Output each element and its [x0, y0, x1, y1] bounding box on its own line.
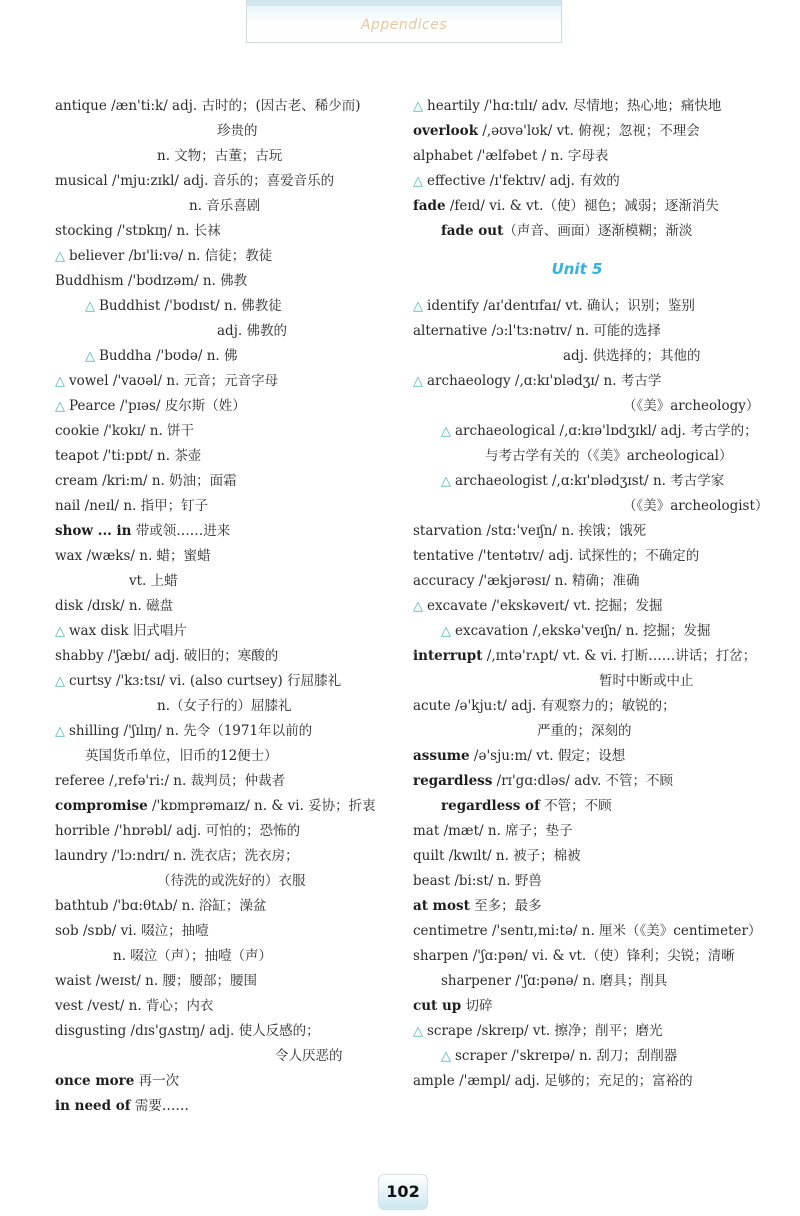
- definition: /'ti:pɒt/ n. 茶壶: [98, 448, 202, 464]
- headword: archaeologist: [455, 473, 548, 489]
- definition: /dɪsk/ n. 磁盘: [83, 598, 174, 614]
- definition: /,ekskə'veɪʃn/ n. 挖掘；发掘: [528, 623, 711, 639]
- entry-alternative: [413, 319, 763, 344]
- entry-continuation: [413, 719, 763, 744]
- entry-wax: [55, 544, 400, 569]
- definition: /'lɔ:ndrɪ/ n. 洗衣店；洗衣房；: [107, 848, 299, 864]
- headword: excavate: [427, 598, 488, 614]
- right-column: [413, 94, 769, 1094]
- headword: scrape: [427, 1023, 473, 1039]
- definition: 与考古学有关的（《美》archeological）: [485, 448, 733, 464]
- definition: adj. 供选择的；其他的: [563, 348, 701, 364]
- headword: archaeology: [427, 373, 511, 389]
- definition: /'vaʊəl/ n. 元音；元音字母: [108, 373, 279, 389]
- definition: /kwɪlt/ n. 被子；棉被: [444, 848, 581, 864]
- definition: 再一次: [134, 1073, 180, 1089]
- entry-overlook: [413, 119, 763, 144]
- definition: n. 文物；古董；古玩: [157, 148, 283, 164]
- entry-continuation: [55, 694, 400, 719]
- headword: laundry: [55, 848, 108, 864]
- headword: Buddha: [99, 348, 152, 364]
- headword: archaeological: [455, 423, 556, 439]
- entry-acute: [413, 694, 763, 719]
- definition: /'æmpl/ adj. 足够的；充足的；富裕的: [454, 1073, 693, 1089]
- entry-continuation: [55, 194, 400, 219]
- entry-cookie: [55, 419, 400, 444]
- entry-continuation: [55, 569, 400, 594]
- entry-buddhism: [55, 269, 400, 294]
- headword: disgusting: [55, 1023, 127, 1039]
- definition: /ə'kju:t/ adj. 有观察力的；敏锐的；: [450, 698, 676, 714]
- header-band: [247, 0, 561, 6]
- entry-pearce: [55, 394, 400, 419]
- entry-shilling: [55, 719, 400, 744]
- entry-cut-up: [413, 994, 763, 1019]
- headword: sharpen: [413, 948, 469, 964]
- triangle-icon: △: [413, 174, 423, 189]
- definition: 切碎: [461, 998, 493, 1014]
- entry-bathtub: [55, 894, 400, 919]
- definition: n.（女子行的）屈膝礼: [157, 698, 292, 714]
- headword: cookie: [55, 423, 100, 439]
- headword: Pearce: [69, 398, 116, 414]
- definition: 珍贵的: [217, 123, 258, 139]
- entry-tentative: [413, 544, 763, 569]
- entry-beast: [413, 869, 763, 894]
- entry-curtsy: [55, 669, 400, 694]
- definition: /vest/ n. 背心；内衣: [82, 998, 214, 1014]
- headword: sharpener: [441, 973, 511, 989]
- definition: /'kɜ:tsɪ/ vi. (also curtsey) 行屈膝礼: [111, 673, 342, 689]
- entry-scrape: [413, 1019, 763, 1044]
- headword: alternative: [413, 323, 488, 339]
- definition: /,ɑ:kɪə'lɒdʒɪkl/ adj. 考古学的；: [555, 423, 758, 439]
- headword: at most: [413, 898, 470, 914]
- definition: /'mju:zɪkl/ adj. 音乐的；喜爱音乐的: [107, 173, 335, 189]
- entry-laundry: [55, 844, 400, 869]
- definition: /sɒb/ vi. 啜泣；抽噎: [78, 923, 209, 939]
- headword: compromise: [55, 798, 148, 814]
- entry-scraper: [413, 1044, 763, 1069]
- entry-disgusting: [55, 1019, 400, 1044]
- headword: mat: [413, 823, 440, 839]
- definition: /'bʊdɪst/ n. 佛教徒: [160, 298, 282, 314]
- definition: n. 啜泣（声）；抽噎（声）: [113, 948, 273, 964]
- entry-continuation: [413, 669, 763, 694]
- definition: /'pɪəs/ 皮尔斯（姓）: [115, 398, 246, 414]
- entry-alphabet: [413, 144, 763, 169]
- headword: scraper: [455, 1048, 508, 1064]
- definition: /'ʃɑ:pən/ vi. & vt.（使）锋利；尖锐；清晰: [468, 948, 735, 964]
- entry-effective: [413, 169, 763, 194]
- definition: /'bɑ:θtʌb/ n. 浴缸；澡盆: [108, 898, 267, 914]
- entry-waist: [55, 969, 400, 994]
- entry-fade-out: [413, 219, 763, 244]
- entry-vest: [55, 994, 400, 1019]
- triangle-icon: △: [441, 424, 451, 439]
- headword: shilling: [69, 723, 120, 739]
- entry-interrupt: [413, 644, 763, 669]
- triangle-icon: △: [55, 399, 65, 414]
- headword: alphabet: [413, 148, 473, 164]
- headword: tentative: [413, 548, 474, 564]
- definition: /'bʊdə/ n. 佛: [151, 348, 238, 364]
- entry-show-in: [55, 519, 400, 544]
- definition: /'ʃɑ:pənə/ n. 磨具；削具: [510, 973, 668, 989]
- triangle-icon: △: [55, 724, 65, 739]
- entry-starvation: [413, 519, 763, 544]
- headword: show ... in: [55, 523, 132, 539]
- entry-antique: [55, 94, 400, 119]
- definition: /,ɑ:kɪ'ɒlədʒɪst/ n. 考古学家: [547, 473, 725, 489]
- definition: /bi:st/ n. 野兽: [450, 873, 542, 889]
- entry-disk: [55, 594, 400, 619]
- headword: Buddhist: [99, 298, 161, 314]
- definition: /'kʊkɪ/ n. 饼干: [99, 423, 195, 439]
- entry-sharpener: [413, 969, 763, 994]
- headword: disk: [55, 598, 84, 614]
- headword: regardless: [413, 773, 493, 789]
- definition: 需要……: [130, 1098, 189, 1114]
- headword: fade out: [441, 223, 504, 239]
- entry-continuation: [55, 319, 400, 344]
- triangle-icon: △: [413, 1024, 423, 1039]
- headword: identify: [427, 298, 480, 314]
- definition: 旧式唱片: [128, 623, 187, 639]
- definition: /ə'sju:m/ vt. 假定；设想: [469, 748, 626, 764]
- definition: 严重的；深刻的: [537, 723, 632, 739]
- definition: 令人厌恶的: [275, 1048, 343, 1064]
- definition: /ɪ'fektɪv/ adj. 有效的: [485, 173, 620, 189]
- entry-continuation: [55, 119, 400, 144]
- entry-excavation: [413, 619, 763, 644]
- headword: once more: [55, 1073, 135, 1089]
- definition: /,refə'ri:/ n. 裁判员；仲裁者: [104, 773, 286, 789]
- headword: accuracy: [413, 573, 475, 589]
- definition: /'tentətɪv/ adj. 试探性的；不确定的: [473, 548, 700, 564]
- headword: antique: [55, 98, 107, 114]
- entry-accuracy: [413, 569, 763, 594]
- entry-identify: [413, 294, 763, 319]
- headword: vowel: [69, 373, 109, 389]
- headword: quilt: [413, 848, 445, 864]
- triangle-icon: △: [55, 374, 65, 389]
- headword: interrupt: [413, 648, 483, 664]
- entry-musical: [55, 169, 400, 194]
- entry-sob: [55, 919, 400, 944]
- entry-ample: [413, 1069, 763, 1094]
- entry-stocking: [55, 219, 400, 244]
- header-tab: [246, 0, 562, 43]
- definition: /aɪ'dentɪfaɪ/ vt. 确认；识别；鉴别: [479, 298, 695, 314]
- definition: （待洗的或洗好的）衣服: [157, 873, 306, 889]
- definition: 不管；不顾: [539, 798, 612, 814]
- entry-regardless-of: [413, 794, 763, 819]
- triangle-icon: △: [441, 624, 451, 639]
- entry-quilt: [413, 844, 763, 869]
- headword: acute: [413, 698, 451, 714]
- headword: starvation: [413, 523, 483, 539]
- definition: （声音、画面）逐渐模糊；渐淡: [503, 223, 693, 239]
- entry-sharpen: [413, 944, 763, 969]
- definition: n. 音乐喜剧: [189, 198, 261, 214]
- entry-once-more: [55, 1069, 400, 1094]
- entry-continuation: [413, 444, 763, 469]
- definition: （《美》archeology）: [623, 398, 760, 414]
- entry-continuation: [413, 344, 763, 369]
- definition: 带或领……进来: [131, 523, 231, 539]
- headword: assume: [413, 748, 470, 764]
- definition: /rɪ'gɑ:dləs/ adv. 不管；不顾: [492, 773, 674, 789]
- headword: musical: [55, 173, 108, 189]
- headword: centimetre: [413, 923, 488, 939]
- triangle-icon: △: [85, 349, 95, 364]
- definition: /feɪd/ vi. & vt.（使）褪色；减弱；逐渐消失: [445, 198, 719, 214]
- definition: /'sentɪ,mi:tə/ n. 厘米（《美》centimeter）: [487, 923, 762, 939]
- definition: /stɑ:'veɪʃn/ n. 挨饿；饿死: [482, 523, 647, 539]
- entry-buddha: [55, 344, 400, 369]
- headword: bathtub: [55, 898, 109, 914]
- definition: /ɔ:l'tɜ:nətɪv/ n. 可能的选择: [487, 323, 661, 339]
- definition: /wæks/ n. 蜡；蜜蜡: [82, 548, 211, 564]
- entry-continuation: [55, 869, 400, 894]
- triangle-icon: △: [413, 99, 423, 114]
- definition: /bɪ'li:və/ n. 信徒；教徒: [124, 248, 273, 264]
- headword: curtsy: [69, 673, 112, 689]
- entry-shabby: [55, 644, 400, 669]
- definition: /'kɒmprəmaɪz/ n. & vi. 妥协；折衷: [147, 798, 376, 814]
- triangle-icon: △: [441, 474, 451, 489]
- headword: cream: [55, 473, 98, 489]
- triangle-icon: △: [413, 299, 423, 314]
- entry-archaeology: [413, 369, 763, 394]
- section-title: Appendices: [360, 17, 448, 33]
- definition: 暂时中断或中止: [599, 673, 694, 689]
- triangle-icon: △: [441, 1049, 451, 1064]
- headword: wax disk: [69, 623, 129, 639]
- headword: overlook: [413, 123, 479, 139]
- entry-in-need-of: [55, 1094, 400, 1119]
- headword: waist: [55, 973, 92, 989]
- entry-archaeologist: [413, 469, 763, 494]
- entry-mat: [413, 819, 763, 844]
- headword: referee: [55, 773, 105, 789]
- entry-fade: [413, 194, 763, 219]
- entry-continuation: [55, 1044, 400, 1069]
- definition: /'stɒkɪŋ/ n. 长袜: [112, 223, 221, 239]
- entry-buddhist: [55, 294, 400, 319]
- headword: in need of: [55, 1098, 131, 1114]
- headword: cut up: [413, 998, 462, 1014]
- definition: /'ekskəveɪt/ vt. 挖掘；发掘: [487, 598, 663, 614]
- definition: /'ʃɪlɪŋ/ n. 先令（1971年以前的: [119, 723, 313, 739]
- headword: Buddhism: [55, 273, 124, 289]
- entry-horrible: [55, 819, 400, 844]
- headword: ample: [413, 1073, 455, 1089]
- headword: regardless of: [441, 798, 540, 814]
- definition: 至多；最多: [469, 898, 542, 914]
- definition: /mæt/ n. 席子；垫子: [439, 823, 573, 839]
- headword: nail: [55, 498, 81, 514]
- entry-heartily: [413, 94, 763, 119]
- entry-continuation: [413, 494, 769, 519]
- headword: sob: [55, 923, 79, 939]
- entry-vowel: [55, 369, 400, 394]
- headword: stocking: [55, 223, 113, 239]
- entry-cream: [55, 469, 400, 494]
- definition: /'hɑ:tɪlɪ/ adv. 尽情地；热心地；痛快地: [479, 98, 722, 114]
- headword: believer: [69, 248, 125, 264]
- definition: /'hɒrəbl/ adj. 可怕的；恐怖的: [110, 823, 301, 839]
- headword: heartily: [427, 98, 480, 114]
- triangle-icon: △: [85, 299, 95, 314]
- entry-continuation: [55, 944, 400, 969]
- entry-believer: [55, 244, 400, 269]
- definition: /'ælfəbet / n. 字母表: [472, 148, 609, 164]
- entry-nail: [55, 494, 400, 519]
- entry-wax-disk: [55, 619, 400, 644]
- definition: /æn'ti:k/ adj. 古时的；(因古老、稀少而): [106, 98, 361, 114]
- triangle-icon: △: [413, 599, 423, 614]
- definition: /,ɑ:kɪ'ɒlədʒɪ/ n. 考古学: [510, 373, 662, 389]
- entry-compromise: [55, 794, 400, 819]
- definition: /neɪl/ n. 指甲；钉子: [80, 498, 209, 514]
- entry-referee: [55, 769, 400, 794]
- definition: /weɪst/ n. 腰；腰部；腰围: [91, 973, 257, 989]
- left-column: [55, 94, 400, 1119]
- triangle-icon: △: [413, 374, 423, 389]
- definition: /kri:m/ n. 奶油；面霜: [97, 473, 237, 489]
- entry-at-most: [413, 894, 763, 919]
- headword: shabby: [55, 648, 104, 664]
- headword: effective: [427, 173, 486, 189]
- definition: /'skreɪpə/ n. 刮刀；刮削器: [507, 1048, 678, 1064]
- entry-continuation: [55, 744, 400, 769]
- definition: /'bʊdɪzəm/ n. 佛教: [123, 273, 248, 289]
- definition: adj. 佛教的: [217, 323, 287, 339]
- definition: /dɪs'gʌstɪŋ/ adj. 使人反感的；: [126, 1023, 320, 1039]
- headword: horrible: [55, 823, 110, 839]
- headword: excavation: [455, 623, 529, 639]
- entry-teapot: [55, 444, 400, 469]
- entry-archaeological: [413, 419, 763, 444]
- definition: /'ʃæbɪ/ adj. 破旧的；寒酸的: [103, 648, 279, 664]
- headword: fade: [413, 198, 446, 214]
- page-number: 102: [378, 1174, 428, 1210]
- headword: wax: [55, 548, 83, 564]
- entry-regardless: [413, 769, 763, 794]
- triangle-icon: △: [55, 249, 65, 264]
- entry-excavate: [413, 594, 763, 619]
- definition: /'ækjərəsɪ/ n. 精确；准确: [474, 573, 640, 589]
- entry-centimetre: [413, 919, 763, 944]
- definition: /,əʊvə'lʊk/ vt. 俯视；忽视；不理会: [478, 123, 700, 139]
- definition: vt. 上蜡: [129, 573, 178, 589]
- definition: 英国货币单位，旧币的12便士）: [85, 748, 278, 764]
- triangle-icon: △: [55, 624, 65, 639]
- definition: （《美》archeologist）: [623, 498, 769, 514]
- triangle-icon: △: [55, 674, 65, 689]
- headword: vest: [55, 998, 83, 1014]
- headword: teapot: [55, 448, 99, 464]
- entry-continuation: [413, 394, 763, 419]
- entry-assume: [413, 744, 763, 769]
- unit-title: Unit 5: [551, 260, 603, 278]
- definition: /,ɪntə'rʌpt/ vt. & vi. 打断……讲话；打岔；: [482, 648, 757, 664]
- headword: beast: [413, 873, 451, 889]
- definition: /skreɪp/ vt. 擦净；削平；磨光: [472, 1023, 663, 1039]
- entry-continuation: [55, 144, 400, 169]
